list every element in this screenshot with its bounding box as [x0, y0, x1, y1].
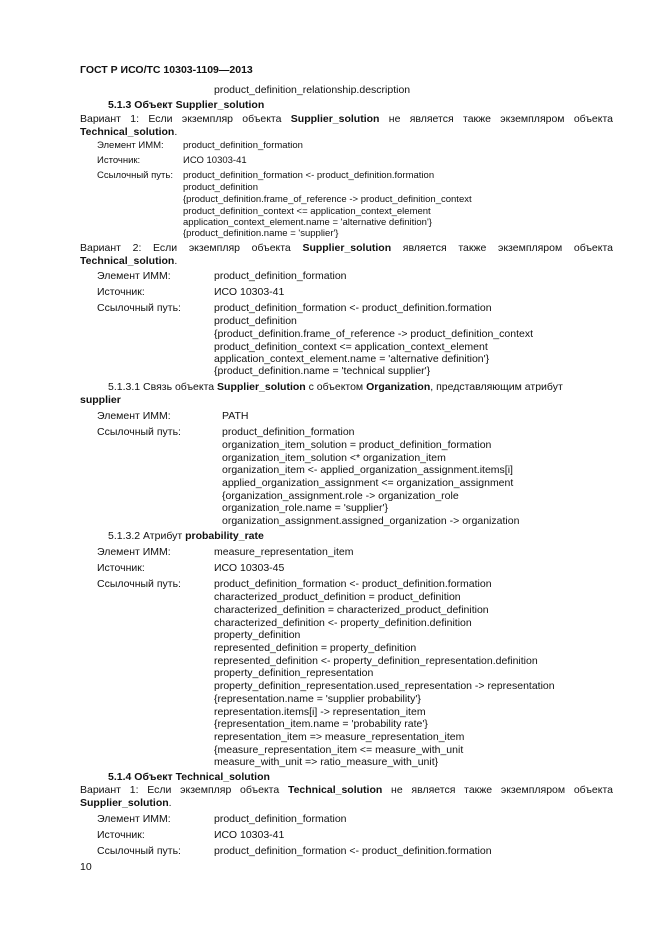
imm-element-value: measure_representation_item [214, 546, 354, 558]
path-line: characterized_definition <- property_definition.definition [214, 617, 472, 629]
label-imm-element: Элемент ИММ: [97, 546, 171, 558]
path-line: organization_item <- applied_organization_assignment.items[i] [222, 464, 513, 476]
path-line: product_definition [183, 182, 258, 193]
variant-2-paragraph-end: Technical_solution. [80, 255, 178, 267]
path-line: product_definition_formation <- product_definition.formation [214, 578, 492, 590]
section-heading-5-1-3: 5.1.3 Объект Supplier_solution [108, 99, 265, 111]
path-line: product_definition_formation <- product_definition.formation [214, 302, 492, 314]
path-line: organization_assignment.assigned_organization -> organization [222, 515, 520, 527]
path-line: application_context_element.name = 'alternative definition'} [183, 217, 432, 228]
label-source: Источник: [97, 286, 145, 298]
attribute-name: supplier [80, 394, 121, 406]
document-header: ГОСТ Р ИСО/ТС 10303-1109—2013 [80, 64, 253, 76]
path-line: {representation_item.name = 'probability rate'} [214, 718, 428, 730]
path-line: {representation.name = 'supplier probability'} [214, 693, 421, 705]
label-reference-path: Ссылочный путь: [97, 845, 181, 857]
path-line: property_definition [214, 629, 301, 641]
path-line: product_definition_formation [222, 426, 355, 438]
path-line: organization_role.name = 'supplier'} [222, 502, 388, 514]
label-imm-element: Элемент ИММ: [97, 813, 171, 825]
label-imm-element: Элемент ИММ: [97, 410, 171, 422]
label-imm-element: Элемент ИММ: [97, 140, 164, 151]
source-value: ИСО 10303-41 [214, 286, 285, 298]
variant-1-paragraph: Вариант 1: Если экземпляр объекта Supplier_solution не является также экземпляром объекта [80, 113, 613, 125]
path-line: product_definition [214, 315, 297, 327]
label-source: Источник: [97, 562, 145, 574]
source-value: ИСО 10303-45 [214, 562, 285, 574]
page-number: 10 [80, 861, 92, 873]
path-line: product_definition_formation <- product_definition.formation [183, 170, 435, 181]
source-value: ИСО 10303-41 [183, 155, 247, 166]
path-line: {organization_assignment.role -> organization_role [222, 490, 459, 502]
section-heading-5-1-3-1: 5.1.3.1 Связь объекта Supplier_solution с объектом Organization, представляющим атрибут [108, 381, 563, 393]
label-reference-path: Ссылочный путь: [97, 426, 181, 438]
imm-element-value: product_definition_formation [214, 813, 347, 825]
imm-element-value: product_definition_formation [214, 270, 347, 282]
path-line: {product_definition.name = 'supplier'} [183, 228, 339, 239]
path-line: {product_definition.name = 'technical supplier'} [214, 365, 431, 377]
label-reference-path: Ссылочный путь: [97, 578, 181, 590]
path-line: product_definition_formation <- product_definition.formation [214, 845, 492, 857]
path-line: {product_definition.frame_of_reference -> product_definition_context [214, 328, 533, 340]
path-line: application_context_element.name = 'alternative definition'} [214, 353, 490, 365]
variant-1-paragraph: Вариант 1: Если экземпляр объекта Technical_solution не является также экземпляром объекта [80, 784, 613, 796]
path-line: {product_definition.frame_of_reference -> product_definition_context [183, 194, 472, 205]
path-line: characterized_definition = characterized_product_definition [214, 604, 489, 616]
variant-2-paragraph: Вариант 2: Если экземпляр объекта Supplier_solution является также экземпляром объекта [80, 242, 614, 254]
path-line: characterized_product_definition = product_definition [214, 591, 461, 603]
path-line: represented_definition = property_definition [214, 642, 417, 654]
label-source: Источник: [97, 155, 141, 166]
label-reference-path: Ссылочный путь: [97, 302, 181, 314]
continuation-line: product_definition_relationship.description [214, 84, 411, 96]
label-reference-path: Ссылочный путь: [97, 170, 173, 181]
label-source: Источник: [97, 829, 145, 841]
path-line: product_definition_context <= application_context_element [183, 206, 431, 217]
path-line: organization_item_solution <* organization_item [222, 452, 446, 464]
path-line: represented_definition <- property_definition_representation.definition [214, 655, 538, 667]
path-line: property_definition_representation.used_representation -> representation [214, 680, 555, 692]
section-heading-5-1-4: 5.1.4 Объект Technical_solution [108, 771, 270, 783]
path-line: property_definition_representation [214, 667, 374, 679]
variant-1-paragraph-end: Supplier_solution. [80, 797, 172, 809]
source-value: ИСО 10303-41 [214, 829, 285, 841]
imm-element-value: product_definition_formation [183, 140, 303, 151]
path-line: applied_organization_assignment <= organization_assignment [222, 477, 514, 489]
path-line: product_definition_context <= application_context_element [214, 341, 488, 353]
path-line: measure_with_unit => ratio_measure_with_unit} [214, 756, 439, 768]
variant-1-paragraph-end: Technical_solution. [80, 126, 178, 138]
label-imm-element: Элемент ИММ: [97, 270, 171, 282]
path-line: organization_item_solution = product_definition_formation [222, 439, 492, 451]
section-heading-5-1-3-2: 5.1.3.2 Атрибут probability_rate [108, 530, 264, 542]
path-line: {measure_representation_item <= measure_with_unit [214, 744, 464, 756]
imm-element-value: PATH [222, 410, 249, 422]
path-line: representation_item => measure_representation_item [214, 731, 465, 743]
path-line: representation.items[i] -> representation_item [214, 706, 426, 718]
